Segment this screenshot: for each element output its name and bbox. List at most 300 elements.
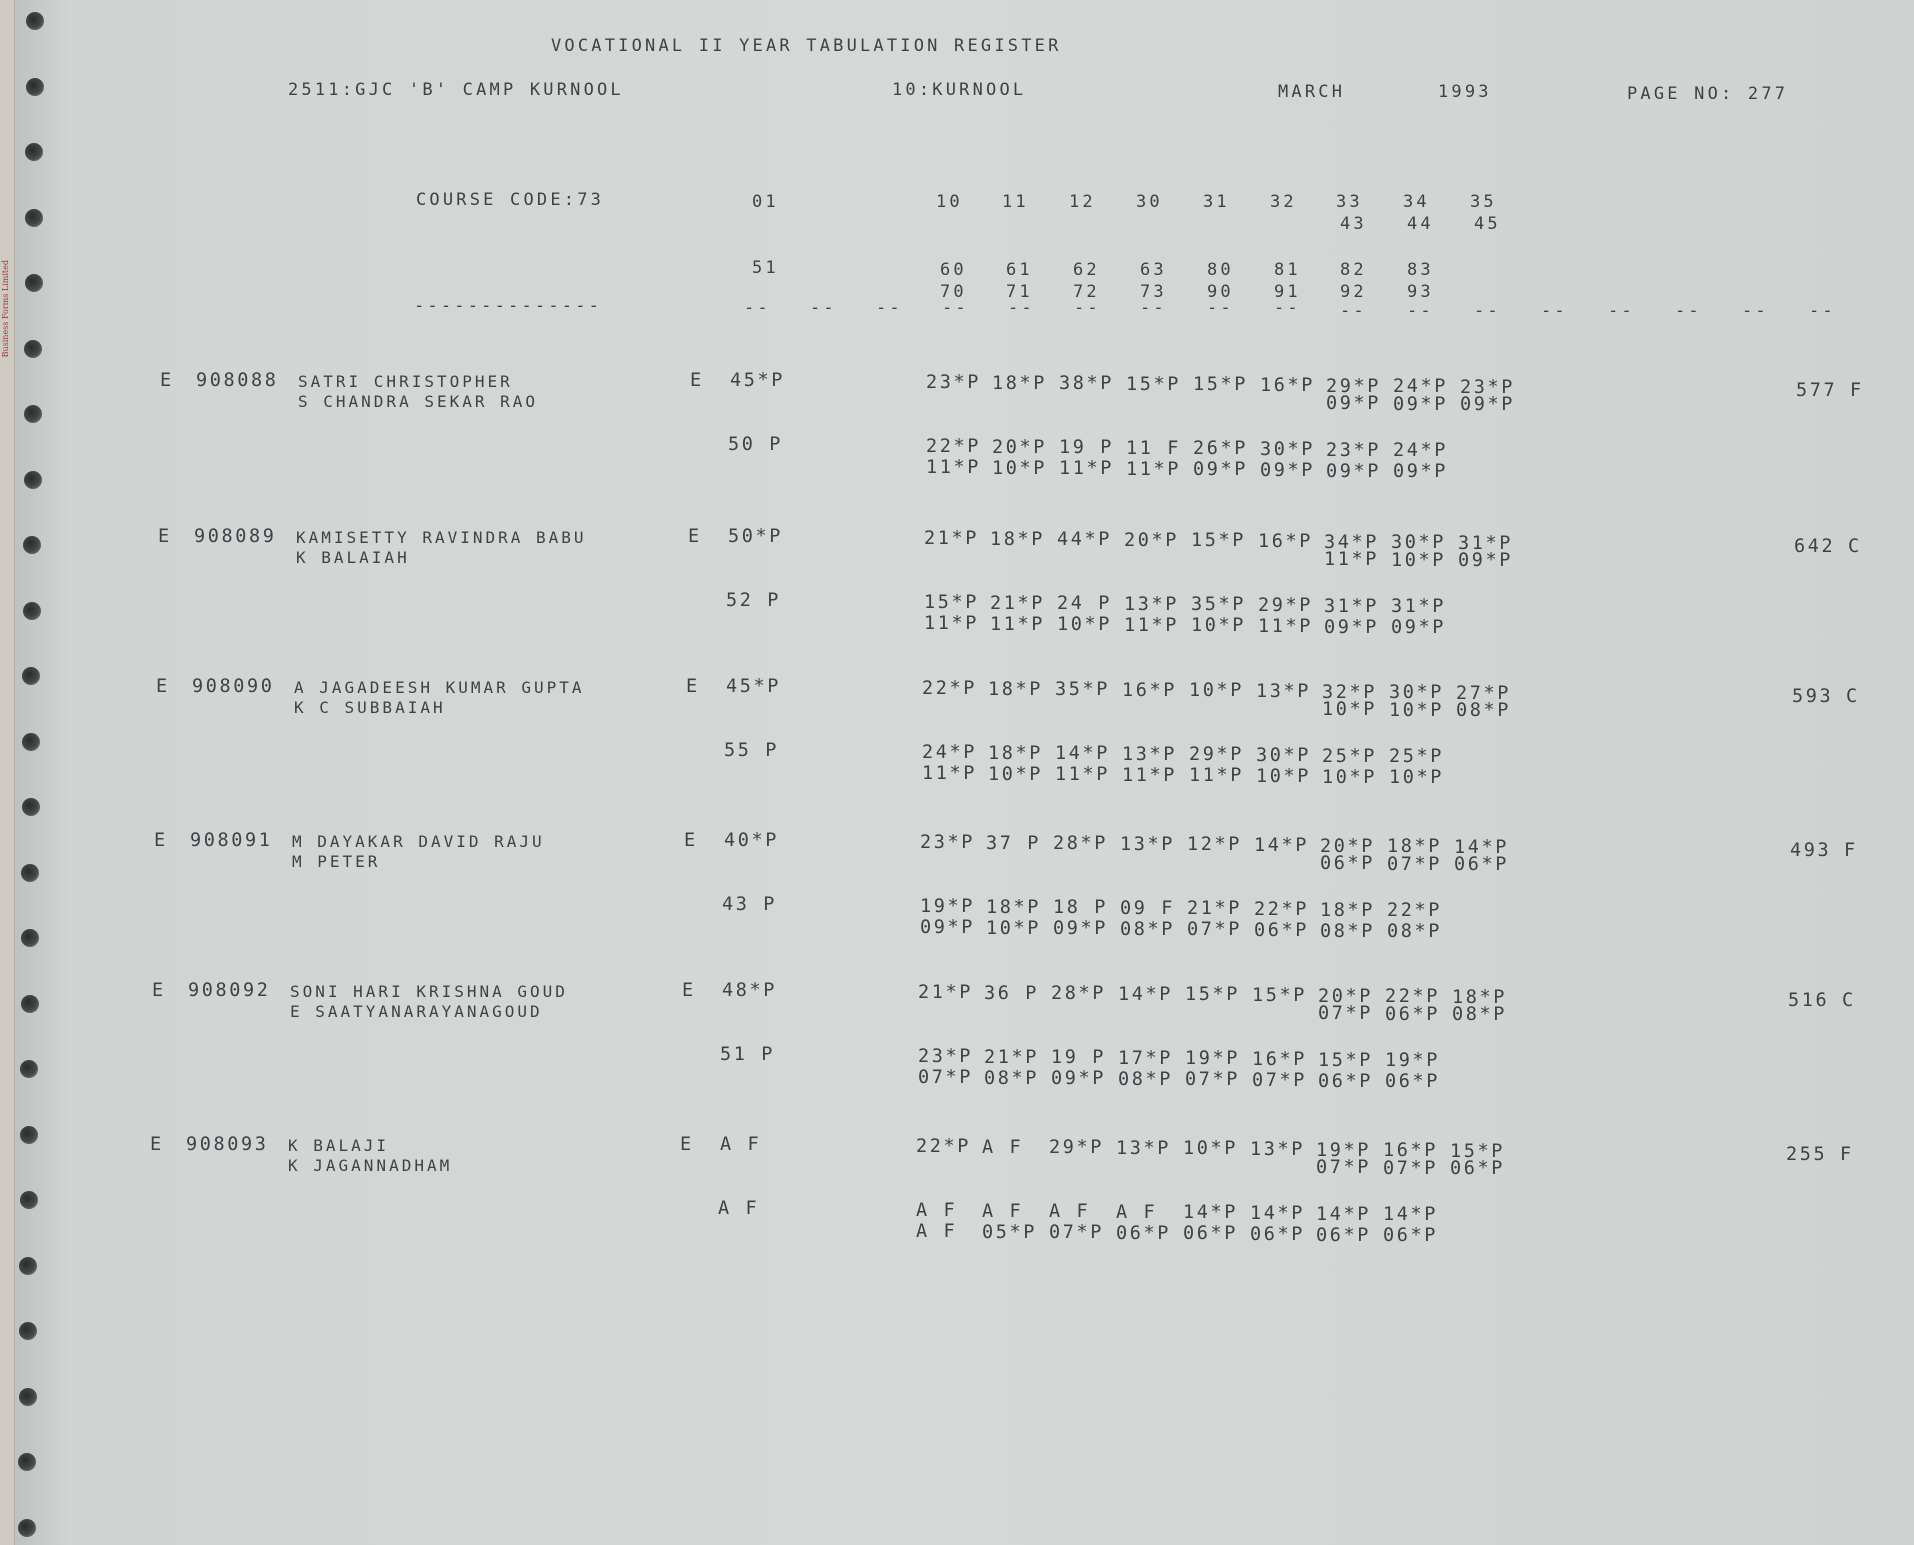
header-code: 61 — [1006, 260, 1033, 280]
second-year-subscore: 06*P — [1316, 1224, 1371, 1246]
first-year-subscore: 09*P — [1326, 393, 1381, 414]
second-year-subscore: 11*P — [922, 763, 977, 784]
roll-number: 908088 — [196, 370, 279, 391]
sprocket-hole — [20, 1060, 38, 1078]
header-code: 01 — [752, 192, 779, 212]
header-dash: -- — [1008, 298, 1035, 318]
second-year-score: 09 F — [1120, 897, 1175, 919]
header-code: 62 — [1073, 260, 1100, 280]
second-year-score: 18*P — [1320, 899, 1375, 921]
second-year-score: 19*P — [920, 896, 975, 917]
perforated-edge-strip — [0, 0, 15, 1545]
first-year-score: 15*P — [1191, 530, 1246, 552]
sprocket-hole — [23, 602, 41, 620]
second-year-score: 13*P — [1124, 593, 1179, 615]
first-year-score: 16*P — [1260, 375, 1315, 396]
second-year-subscore: 10*P — [1256, 766, 1311, 787]
first-year-subscore: 10*P — [1389, 699, 1444, 721]
second-year-subscore: 07*P — [1252, 1070, 1307, 1091]
second-year-subscore: 07*P — [918, 1067, 973, 1088]
first-year-score: 32*P — [1322, 681, 1377, 703]
header-code: 63 — [1140, 260, 1167, 280]
sprocket-hole — [19, 1257, 37, 1275]
header-dash: -- — [1140, 298, 1167, 318]
second-year-subscore: 11*P — [1126, 458, 1181, 480]
father-name: E SAATYANARAYANAGOUD — [290, 1002, 543, 1021]
total-marks: 593 — [1792, 686, 1834, 707]
sprocket-hole — [24, 340, 42, 358]
first-year-subscore: 10*P — [1322, 699, 1377, 720]
second-year-score: A F — [1049, 1201, 1091, 1223]
first-year-subscore: 07*P — [1383, 1157, 1438, 1179]
header-dash: -- — [810, 298, 837, 318]
exam-month: MARCH — [1278, 82, 1346, 102]
second-year-score: 26*P — [1193, 438, 1248, 460]
second-year-score: 14*P — [1055, 743, 1110, 765]
father-name: M PETER — [292, 852, 381, 871]
header-code: 90 — [1207, 282, 1234, 302]
sprocket-hole — [21, 929, 39, 947]
header-dash: -- — [1340, 301, 1367, 321]
second-year-subscore: 11*P — [924, 613, 979, 634]
medium-code: E — [152, 980, 166, 1001]
first-year-score: 27*P — [1456, 682, 1511, 704]
second-year-subscore: 06*P — [1318, 1070, 1373, 1092]
first-year-language-score: 48*P — [722, 980, 777, 1001]
first-year-subscore: 06*P — [1450, 1158, 1505, 1180]
first-year-score: 22*P — [922, 678, 977, 699]
header-code: 35 — [1470, 192, 1497, 212]
second-year-score: 11 F — [1126, 437, 1181, 459]
header-dash: -- — [1407, 301, 1434, 321]
header-code: 34 — [1403, 192, 1430, 212]
first-year-subscore: 07*P — [1318, 1003, 1373, 1024]
header-dash: -- — [1675, 301, 1702, 321]
sprocket-hole — [25, 143, 43, 161]
second-year-score: 18*P — [986, 896, 1041, 918]
result-code: F — [1840, 1144, 1854, 1165]
first-year-score: 23*P — [920, 832, 975, 853]
second-year-score: A F — [916, 1200, 958, 1221]
first-year-subscore: 09*P — [1460, 394, 1515, 416]
header-dash: -- — [942, 298, 969, 318]
header-code: 70 — [940, 282, 967, 302]
first-year-score: 13*P — [1116, 1137, 1171, 1159]
first-year-score: 18*P — [992, 372, 1047, 394]
header-dash: -- — [876, 298, 903, 318]
header-code: 93 — [1407, 282, 1434, 302]
sprocket-hole — [22, 667, 40, 685]
second-year-score: A F — [1116, 1201, 1158, 1223]
first-year-score: 18*P — [1452, 986, 1507, 1008]
header-code: 82 — [1340, 260, 1367, 280]
second-year-score: 31*P — [1324, 595, 1379, 617]
sprocket-hole — [20, 1126, 38, 1144]
second-year-subscore: 10*P — [992, 457, 1047, 479]
second-year-score: 15*P — [1318, 1049, 1373, 1071]
first-year-score: 18*P — [990, 528, 1045, 550]
first-year-score: 31*P — [1458, 532, 1513, 554]
second-year-subscore: 11*P — [926, 457, 981, 478]
second-year-subscore: 07*P — [1185, 1069, 1240, 1091]
second-year-score: 14*P — [1250, 1203, 1305, 1224]
header-code: 43 — [1340, 214, 1367, 234]
first-year-subscore: 11*P — [1324, 549, 1379, 570]
first-year-score: 16*P — [1383, 1140, 1438, 1162]
name-column-rule: -------------- — [414, 296, 603, 316]
second-year-subscore: 06*P — [1254, 920, 1309, 941]
result-code: F — [1844, 840, 1858, 861]
language-medium: E — [684, 830, 698, 851]
header-code: 83 — [1407, 260, 1434, 280]
first-year-score: 30*P — [1391, 532, 1446, 554]
header-code: 30 — [1136, 192, 1163, 212]
sprocket-hole — [24, 405, 42, 423]
header-code: 11 — [1002, 192, 1029, 212]
header-code: 80 — [1207, 260, 1234, 280]
first-year-score: 29*P — [1326, 375, 1381, 397]
second-year-score: 14*P — [1383, 1204, 1438, 1226]
second-year-score: 24*P — [1393, 440, 1448, 462]
second-year-score: 21*P — [1187, 898, 1242, 920]
first-year-score: 13*P — [1120, 833, 1175, 855]
header-code: 45 — [1474, 214, 1501, 234]
second-year-subscore: 11*P — [1189, 765, 1244, 787]
medium-code: E — [158, 526, 172, 547]
second-year-score: 14*P — [1183, 1202, 1238, 1224]
first-year-score: 15*P — [1126, 373, 1181, 395]
language-medium: E — [682, 980, 696, 1001]
sprocket-hole — [22, 798, 40, 816]
second-year-subscore: 06*P — [1116, 1222, 1171, 1244]
first-year-subscore: 07*P — [1387, 853, 1442, 875]
second-year-score: 30*P — [1260, 439, 1315, 460]
sprocket-hole — [19, 1388, 37, 1406]
student-name: SONI HARI KRISHNA GOUD — [290, 982, 568, 1001]
second-year-score: 22*P — [926, 436, 981, 457]
first-year-subscore: 09*P — [1458, 550, 1513, 572]
result-code: C — [1846, 686, 1860, 707]
first-year-subscore: 08*P — [1456, 700, 1511, 722]
header-dash: -- — [1207, 298, 1234, 318]
second-year-language-score: 52 P — [726, 590, 781, 611]
edge-brand-text: Business Forms Limited — [1, 260, 10, 358]
first-year-subscore: 08*P — [1452, 1004, 1507, 1026]
first-year-language-score: 45*P — [726, 676, 781, 697]
first-year-score: 15*P — [1185, 984, 1240, 1006]
header-code: 44 — [1407, 214, 1434, 234]
second-year-subscore: 10*P — [1191, 615, 1246, 637]
second-year-subscore: 10*P — [988, 763, 1043, 785]
first-year-score: 29*P — [1049, 1137, 1104, 1159]
first-year-score: 16*P — [1258, 531, 1313, 552]
second-year-score: 23*P — [1326, 439, 1381, 461]
register-title: VOCATIONAL II YEAR TABULATION REGISTER — [551, 36, 1062, 56]
father-name: K BALAIAH — [296, 548, 410, 567]
student-name: M DAYAKAR DAVID RAJU — [292, 832, 545, 851]
first-year-score: 20*P — [1320, 835, 1375, 857]
second-year-score: 19*P — [1185, 1048, 1240, 1070]
sprocket-hole — [18, 1453, 36, 1471]
second-year-subscore: 05*P — [982, 1221, 1037, 1243]
first-year-subscore: 06*P — [1385, 1003, 1440, 1025]
total-marks: 642 — [1794, 536, 1836, 557]
header-code: 92 — [1340, 282, 1367, 302]
first-year-score: 44*P — [1057, 529, 1112, 551]
language-medium: E — [686, 676, 700, 697]
second-year-score: 20*P — [992, 436, 1047, 458]
second-year-subscore: 11*P — [1122, 764, 1177, 786]
second-year-score: 13*P — [1122, 743, 1177, 765]
second-year-subscore: 09*P — [1324, 616, 1379, 638]
header-dash: -- — [1809, 301, 1836, 321]
second-year-subscore: 08*P — [1387, 921, 1442, 943]
header-dash: -- — [1474, 301, 1501, 321]
first-year-score: 21*P — [918, 982, 973, 1003]
first-year-score: 38*P — [1059, 373, 1114, 395]
second-year-subscore: 11*P — [1055, 764, 1110, 786]
medium-code: E — [150, 1134, 164, 1155]
first-year-score: 16*P — [1122, 679, 1177, 701]
second-year-language-score: A F — [718, 1198, 760, 1219]
header-dash: -- — [1541, 301, 1568, 321]
first-year-score: 22*P — [1385, 986, 1440, 1008]
first-year-subscore: 10*P — [1391, 549, 1446, 571]
second-year-subscore: 06*P — [1183, 1223, 1238, 1245]
first-year-score: 12*P — [1187, 834, 1242, 856]
header-code: 91 — [1274, 282, 1301, 302]
father-name: K JAGANNADHAM — [288, 1156, 453, 1175]
second-year-subscore: 10*P — [986, 917, 1041, 939]
second-year-score: 22*P — [1254, 899, 1309, 920]
second-year-subscore: 09*P — [1193, 459, 1248, 481]
sprocket-hole — [22, 733, 40, 751]
second-year-subscore: 09*P — [1391, 617, 1446, 639]
second-year-subscore: 07*P — [1187, 919, 1242, 941]
second-year-subscore: 09*P — [1393, 461, 1448, 483]
sprocket-hole — [25, 209, 43, 227]
first-year-score: 10*P — [1183, 1138, 1238, 1160]
language-medium: E — [680, 1134, 694, 1155]
second-year-score: 30*P — [1256, 745, 1311, 766]
sprocket-hole — [19, 1322, 37, 1340]
second-year-subscore: 10*P — [1322, 766, 1377, 788]
first-year-subscore: 06*P — [1454, 854, 1509, 876]
second-year-score: 29*P — [1258, 595, 1313, 616]
first-year-score: 10*P — [1189, 680, 1244, 702]
second-year-score: 19 P — [1051, 1047, 1106, 1069]
second-year-language-score: 51 P — [720, 1044, 775, 1065]
second-year-subscore: 08*P — [984, 1067, 1039, 1089]
total-marks: 493 — [1790, 840, 1832, 861]
second-year-score: 23*P — [918, 1046, 973, 1067]
first-year-score: 20*P — [1318, 985, 1373, 1007]
total-marks: 577 — [1796, 380, 1838, 401]
first-year-score: 21*P — [924, 528, 979, 549]
second-year-subscore: 09*P — [920, 917, 975, 938]
second-year-subscore: 11*P — [1258, 616, 1313, 637]
first-year-score: 20*P — [1124, 529, 1179, 551]
first-year-score: 15*P — [1193, 374, 1248, 396]
second-year-score: 24*P — [922, 742, 977, 763]
second-year-score: 19 P — [1059, 437, 1114, 459]
header-code: 12 — [1069, 192, 1096, 212]
second-year-subscore: 06*P — [1385, 1071, 1440, 1093]
first-year-score: 23*P — [1460, 376, 1515, 398]
first-year-language-score: 50*P — [728, 526, 783, 547]
student-name: A JAGADEESH KUMAR GUPTA — [294, 678, 585, 697]
header-dash: -- — [1742, 301, 1769, 321]
roll-number: 908092 — [188, 980, 271, 1001]
second-year-score: 25*P — [1389, 746, 1444, 768]
sprocket-hole — [25, 274, 43, 292]
language-medium: E — [688, 526, 702, 547]
first-year-score: 28*P — [1053, 833, 1108, 855]
second-year-subscore: 08*P — [1118, 1068, 1173, 1090]
first-year-score: 28*P — [1051, 983, 1106, 1005]
roll-number: 908093 — [186, 1134, 269, 1155]
second-year-score: 18 P — [1053, 897, 1108, 919]
second-year-subscore: 09*P — [1051, 1068, 1106, 1090]
header-code: 10 — [936, 192, 963, 212]
header-dash: -- — [1608, 301, 1635, 321]
first-year-score: A F — [982, 1136, 1024, 1158]
second-year-score: 16*P — [1252, 1049, 1307, 1070]
district-code: 10:KURNOOL — [892, 80, 1027, 100]
exam-year: 1993 — [1438, 82, 1492, 102]
medium-code: E — [156, 676, 170, 697]
first-year-score: 18*P — [1387, 836, 1442, 858]
first-year-score: 37 P — [986, 832, 1041, 854]
second-year-subscore: 10*P — [1389, 767, 1444, 789]
first-year-score: 23*P — [926, 372, 981, 393]
student-name: KAMISETTY RAVINDRA BABU — [296, 528, 587, 547]
student-name: K BALAJI — [288, 1136, 390, 1155]
second-year-score: 21*P — [984, 1046, 1039, 1068]
header-dash: -- — [744, 298, 771, 318]
first-year-language-score: 40*P — [724, 830, 779, 851]
first-year-score: 18*P — [988, 678, 1043, 700]
first-year-score: 15*P — [1450, 1140, 1505, 1162]
header-code: 51 — [752, 258, 779, 278]
first-year-subscore: 06*P — [1320, 853, 1375, 874]
first-year-score: 14*P — [1118, 983, 1173, 1005]
first-year-subscore: 09*P — [1393, 393, 1448, 415]
sprocket-hole — [23, 536, 41, 554]
second-year-language-score: 43 P — [722, 894, 777, 915]
first-year-score: 13*P — [1256, 681, 1311, 702]
header-code: 71 — [1006, 282, 1033, 302]
second-year-score: 17*P — [1118, 1047, 1173, 1069]
header-dash: -- — [1074, 298, 1101, 318]
total-marks: 255 — [1786, 1144, 1828, 1165]
header-code: 31 — [1203, 192, 1230, 212]
first-year-score: 35*P — [1055, 679, 1110, 701]
sprocket-hole — [21, 995, 39, 1013]
second-year-score: 19*P — [1385, 1050, 1440, 1072]
header-code: 81 — [1274, 260, 1301, 280]
first-year-language-score: 45*P — [730, 370, 785, 391]
second-year-score: 15*P — [924, 592, 979, 613]
page-number: PAGE NO: 277 — [1627, 84, 1789, 104]
second-year-score: 21*P — [990, 592, 1045, 614]
first-year-score: 36 P — [984, 982, 1039, 1004]
header-code: 72 — [1073, 282, 1100, 302]
result-code: C — [1848, 536, 1862, 557]
medium-code: E — [160, 370, 174, 391]
course-code: COURSE CODE:73 — [416, 190, 605, 210]
result-code: F — [1850, 380, 1864, 401]
medium-code: E — [154, 830, 168, 851]
second-year-score: 29*P — [1189, 744, 1244, 766]
language-medium: E — [690, 370, 704, 391]
second-year-subscore: 06*P — [1383, 1225, 1438, 1247]
first-year-subscore: 07*P — [1316, 1157, 1371, 1178]
first-year-score: 34*P — [1324, 531, 1379, 553]
second-year-subscore: 07*P — [1049, 1222, 1104, 1244]
sprocket-hole — [26, 78, 44, 96]
second-year-language-score: 50 P — [728, 434, 783, 455]
sprocket-hole — [26, 12, 44, 30]
second-year-subscore: 09*P — [1260, 460, 1315, 481]
father-name: S CHANDRA SEKAR RAO — [298, 392, 539, 411]
roll-number: 908091 — [190, 830, 273, 851]
second-year-subscore: 10*P — [1057, 614, 1112, 636]
first-year-score: 14*P — [1254, 835, 1309, 856]
first-year-score: 19*P — [1316, 1139, 1371, 1161]
college-code: 2511:GJC 'B' CAMP KURNOOL — [288, 80, 624, 100]
second-year-subscore: 11*P — [990, 613, 1045, 635]
father-name: K C SUBBAIAH — [294, 698, 446, 717]
second-year-subscore: A F — [916, 1221, 958, 1242]
second-year-subscore: 11*P — [1059, 458, 1114, 480]
header-code: 32 — [1270, 192, 1297, 212]
header-code: 33 — [1336, 192, 1363, 212]
second-year-score: 35*P — [1191, 594, 1246, 616]
sprocket-hole — [18, 1519, 36, 1537]
second-year-score: 31*P — [1391, 596, 1446, 618]
sprocket-hole — [21, 864, 39, 882]
second-year-score: 24 P — [1057, 593, 1112, 615]
roll-number: 908089 — [194, 526, 277, 547]
second-year-subscore: 11*P — [1124, 614, 1179, 636]
sprocket-hole — [20, 1191, 38, 1209]
second-year-subscore: 09*P — [1053, 918, 1108, 940]
first-year-score: 30*P — [1389, 682, 1444, 704]
second-year-score: 22*P — [1387, 900, 1442, 922]
first-year-score: 15*P — [1252, 985, 1307, 1006]
student-name: SATRI CHRISTOPHER — [298, 372, 513, 391]
second-year-subscore: 08*P — [1120, 918, 1175, 940]
second-year-score: 25*P — [1322, 745, 1377, 767]
first-year-score: 14*P — [1454, 836, 1509, 858]
first-year-score: 13*P — [1250, 1139, 1305, 1160]
first-year-score: 24*P — [1393, 376, 1448, 398]
second-year-subscore: 08*P — [1320, 920, 1375, 942]
roll-number: 908090 — [192, 676, 275, 697]
second-year-subscore: 09*P — [1326, 460, 1381, 482]
second-year-score: 18*P — [988, 742, 1043, 764]
second-year-score: A F — [982, 1200, 1024, 1222]
second-year-score: 14*P — [1316, 1203, 1371, 1225]
first-year-score: 22*P — [916, 1136, 971, 1157]
result-code: C — [1842, 990, 1856, 1011]
header-code: 60 — [940, 260, 967, 280]
header-dash: -- — [1274, 298, 1301, 318]
sprocket-hole — [24, 471, 42, 489]
header-code: 73 — [1140, 282, 1167, 302]
total-marks: 516 — [1788, 990, 1830, 1011]
